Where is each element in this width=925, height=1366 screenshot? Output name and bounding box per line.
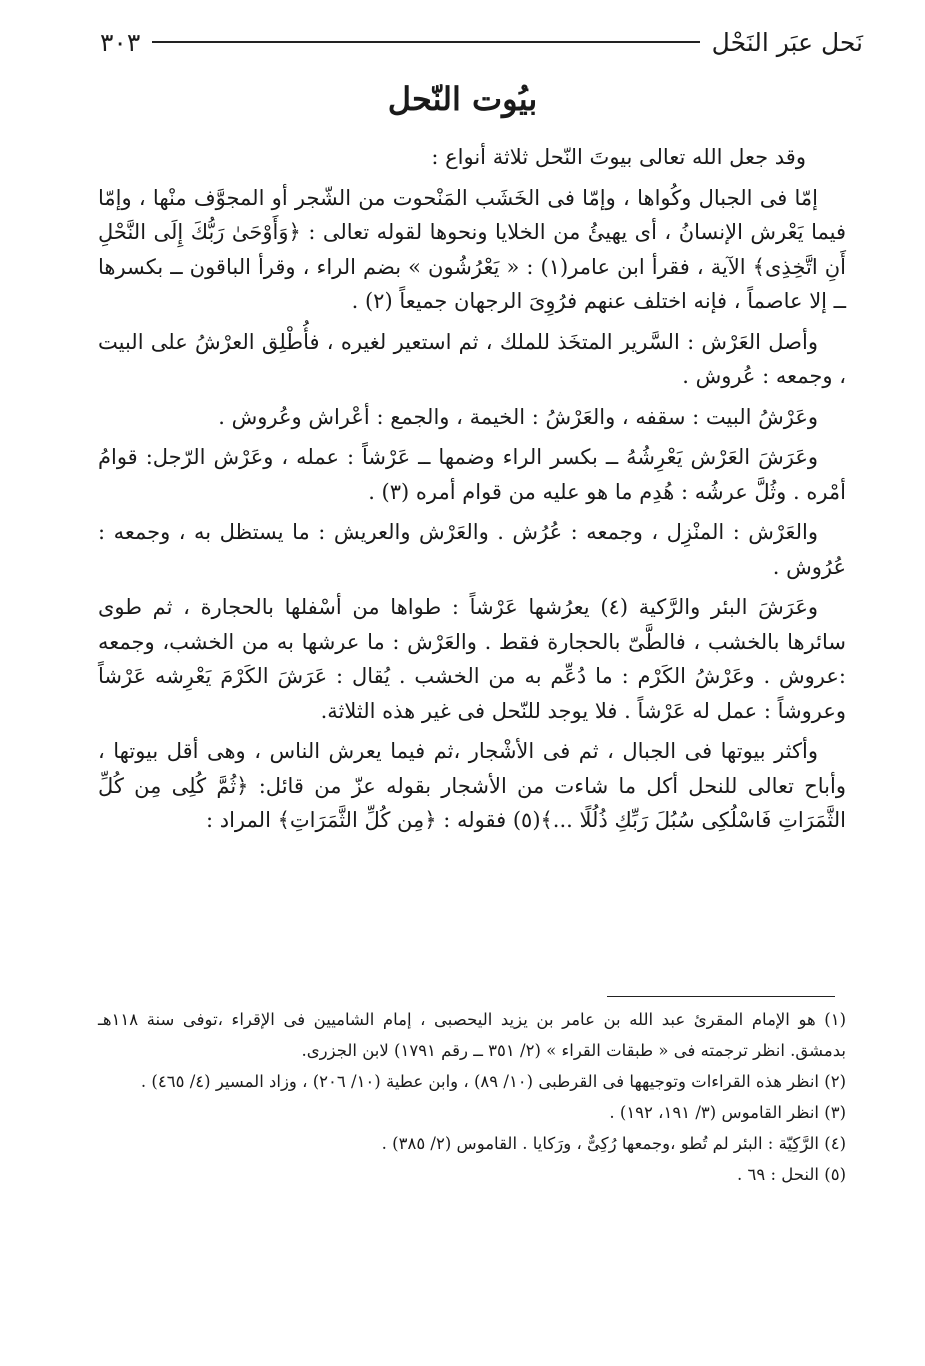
footnotes	[98, 1004, 846, 1190]
paragraph: والعَرْش : المنْزِل ، وجمعه : عُرُش . والعَرْش والعريش : ما يستظل به ، وجمعه : عُرُوش .	[98, 520, 846, 579]
section-title: بيُوت النّحل	[387, 80, 538, 118]
paragraph: وأصل العَرْش : السَّرير المتخَذ للملك ، ثم استعير لغيره ، فأُطْلِق العرْشُ على البيت ، وجمعه : عُروش .	[98, 329, 846, 388]
running-title: نَحل عبَر النَحْل	[711, 27, 863, 57]
footnote: (١) هو الإمام المقرئ عبد الله بن عامر بن يزيد اليحصبى ، إمام الشاميين فى الإقراء ،توفى سنة ١١٨هـ بدمشق. انظر ترجمته فى « طبقات القراء » (٢/ ٣٥١ ــ رقم ١٧٩١) لابن الجزرى.	[98, 1010, 846, 1060]
header-rule	[152, 41, 699, 43]
paragraph: وعَرَشَ العَرْش يَعْرِشُهُ ــ بكسر الراء وضمها ــ عَرْشاً : عمله ، وعَرْش الرّجل: قوامُ أمْره . وثُلَّ عرشُه : هُدِم ما هو عليه من قوام أمره (٣) .	[98, 445, 846, 504]
paragraph: إمّا فى الجبال وكُواها ، وإمّا فى الخَشَب المَنْحوت من الشّجر أو المجوَّف منْها ، وإمّا فيما يَعْرش الإنسانُ ، أى يهيئُ من الخلايا ونحوها لقوله تعالى : ﴿وَأَوْحَىٰ رَبُّكَ إِلَى النَّحْلِ أَنِ اتَّخِذِى﴾ الآية ، فقرأ ابن عامر(١) : « يَعْرُشُون » بضم الراء ، وقرأ الباقون ــ بكسرها ــ إلا عاصماً ، فإنه اختلف عنهم فرُوِىَ الرجهان جميعاً (٢) .	[98, 185, 846, 313]
footnote: (٢) انظر هذه القراءات وتوجيهها فى القرطبى (١٠/ ٨٩) ، وابن عطية (١٠/ ٢٠٦) ، وزاد المسير (٤/ ٤٦٥) .	[140, 1072, 846, 1091]
paragraph: وعَرْشُ البيت : سقفه ، والعَرْشُ : الخيمة ، والجمع : أعْراش وعُروش .	[218, 404, 818, 429]
footnote: (٥) النحل : ٦٩ .	[736, 1165, 846, 1184]
footnote: (٣) انظر القاموس (٣/ ١٩١، ١٩٢) .	[609, 1103, 846, 1122]
paragraph: وقد جعل الله تعالى بيوتَ النّحل ثلاثة أنواع :	[431, 145, 806, 169]
running-header	[100, 22, 863, 62]
paragraph: وأكثر بيوتها فى الجبال ، ثم فى الأشْجار ،ثم فيما يعرش الناس ، وهى أقل بيوتها ، وأباح تعالى للنحل أكل ما شاءت من الأشجار بقوله عزّ من قائل: ﴿ثُمَّ كُلِى مِن كُلِّ الثَّمَرَاتِ فَاسْلُكِى سُبُلَ رَبِّكِ ذُلُلًا ...﴾(٥) فقوله : ﴿مِن كُلِّ الثَّمَرَاتِ﴾ المراد :	[98, 739, 846, 832]
footnote-rule	[607, 996, 835, 997]
body-text	[98, 140, 846, 844]
paragraph: وعَرَشَ البئر والرَّكية (٤) يعرُشها عَرْشاً : طواها من أسْفلها بالحجارة ، ثم طوى سائرها بالخشب ، فالطَّىّ بالحجارة فقط . والعَرْش : ما عرشها به من الخشب، وجمعه :عروش . وعَرْشُ الكَرْم : ما دُعِّم به من الخشب . يُقال : عَرَشَ الكَرْمَ يَعْرِشه عَرْشاً وعروشاً : عمل له عَرْشاً . فلا يوجد للنّحل فى غير هذه الثلاثة.	[98, 595, 846, 723]
page-number: ٣٠٣	[100, 27, 141, 57]
footnote: (٤) الرَّكِيّة : البئر لم تُطو ،وجمعها رُكِىٌّ ، ورَكايا . القاموس (٢/ ٣٨٥) .	[381, 1134, 846, 1153]
